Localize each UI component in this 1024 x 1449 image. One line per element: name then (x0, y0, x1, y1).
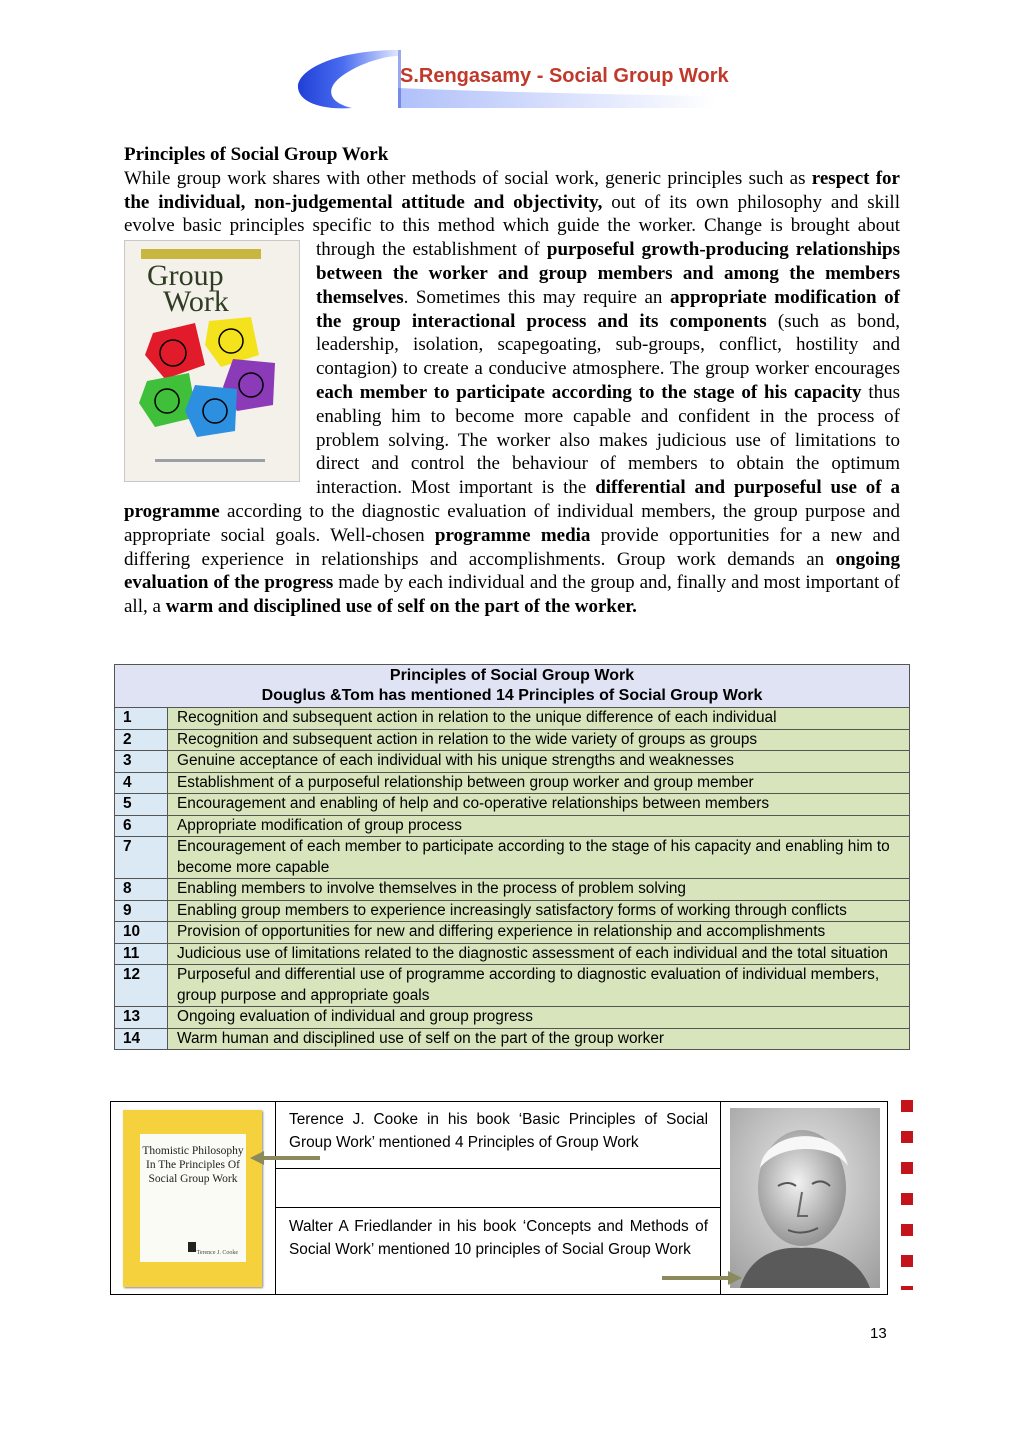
para-bold: respect for the individual, non-judgemental attitude and objectivity, (124, 167, 900, 213)
row-text: Encouragement and enabling of help and co-operative relationships between members (168, 794, 910, 816)
para-text: While group work shares with other methods of social work, generic principles such as (124, 167, 812, 189)
principles-table-body (115, 708, 910, 1050)
para-bold: purposeful growth-producing relationships between the worker and group members and among the members themselves (316, 239, 900, 308)
red-dash-icon (901, 1100, 913, 1112)
row-text: Judicious use of limitations related to the diagnostic assessment of each individual and the total situation (168, 943, 910, 965)
row-text: Ongoing evaluation of individual and group progress (168, 1007, 910, 1029)
red-dash-icon (901, 1162, 913, 1174)
para-bold: appropriate modification of the group interactional process and its components (316, 286, 900, 332)
empty-row (276, 1168, 720, 1208)
table-row (115, 1007, 910, 1029)
para-text: (such as bond, leadership, isolation, scapegoating, sub-groups, conflict, hostility and contagion) to create a conducive atmosphere. The group worker encourages (316, 310, 900, 380)
row-number: 4 (115, 772, 168, 794)
book-cover-illustration (125, 241, 299, 481)
intro-paragraph (124, 167, 900, 619)
table-row (115, 729, 910, 751)
row-number: 14 (115, 1028, 168, 1050)
section-title: Principles of Social Group Work (124, 144, 389, 165)
table-row (115, 879, 910, 901)
red-dash-icon (901, 1131, 913, 1143)
thomistic-book-label (140, 1134, 246, 1262)
row-text: Encouragement of each member to participate according to the stage of his capacity and enabling him to become more capable (168, 837, 910, 879)
row-number: 7 (115, 837, 168, 879)
para-text: . Sometimes this may require an (403, 286, 670, 308)
table-row (115, 965, 910, 1007)
row-number: 6 (115, 815, 168, 837)
table-row (115, 815, 910, 837)
row-number: 2 (115, 729, 168, 751)
portrait-photo (730, 1108, 880, 1288)
thomistic-book-title: Thomistic Philosophy In The Principles Of Social Group Work (142, 1145, 244, 1185)
page-header (296, 48, 729, 112)
para-bold: programme media (434, 524, 591, 546)
cooke-note: Terence J. Cooke in his book ‘Basic Principles of Social Group Work’ mentioned 4 Principles of Group Work (289, 1111, 708, 1151)
authors-text-cell (276, 1102, 721, 1294)
row-number: 10 (115, 922, 168, 944)
row-number: 8 (115, 879, 168, 901)
red-dash-icon (901, 1224, 913, 1236)
group-work-book-cover (124, 240, 300, 482)
para-text: according to the diagnostic evaluation of individual members, the group purpose and appropriate social goals. Well-chosen (124, 500, 900, 546)
row-number: 11 (115, 943, 168, 965)
book-cover-title-line1: Group (147, 259, 224, 293)
row-number: 9 (115, 900, 168, 922)
row-number: 12 (115, 965, 168, 1007)
thomistic-book-author: Terence J. Cooke (196, 1250, 238, 1256)
book-mark-icon (188, 1242, 196, 1252)
header-title: S.Rengasamy - Social Group Work (400, 65, 729, 87)
row-text: Appropriate modification of group process (168, 815, 910, 837)
row-text: Provision of opportunities for new and differing experience in relationship and accomplishments (168, 922, 910, 944)
table-row (115, 1028, 910, 1050)
para-text: thus enabling him to become more capable and confident in the process of problem solving. The worker also makes judicious use of limitations to direct and control the behaviour of members to obtain the optimum interaction. Most important is the (316, 381, 900, 499)
row-text: Recognition and subsequent action in relation to the unique difference of each individual (168, 708, 910, 730)
table-title (115, 665, 910, 708)
para-text: out of its own philosophy and skill evolve basic principles specific to this method which guide the worker. Change is brought about through the establishment of (124, 191, 900, 261)
main-content (124, 143, 900, 619)
table-row (115, 751, 910, 773)
table-row (115, 708, 910, 730)
arrow-left-icon (250, 1150, 322, 1166)
table-subtitle-text: Douglus &Tom has mentioned 14 Principles of Social Group Work (261, 687, 763, 704)
red-dash-icon (901, 1286, 913, 1290)
row-text: Purposeful and differential use of programme according to diagnostic evaluation of individual members, group purpose and appropriate goals (168, 965, 910, 1007)
row-text: Enabling members to involve themselves in the process of problem solving (168, 879, 910, 901)
row-number: 13 (115, 1007, 168, 1029)
row-number: 5 (115, 794, 168, 816)
para-bold: differential and purposeful use of a programme (124, 477, 900, 522)
table-row (115, 922, 910, 944)
row-text: Enabling group members to experience increasingly satisfactory forms of working through conflicts (168, 900, 910, 922)
row-text: Recognition and subsequent action in relation to the wide variety of groups as groups (168, 729, 910, 751)
book-cover-title-line2: Work (163, 285, 229, 319)
red-dash-icon (901, 1255, 913, 1267)
page-number: 13 (870, 1325, 887, 1342)
principles-table (114, 664, 910, 1050)
table-row (115, 943, 910, 965)
para-bold: each member to participate according to the stage of his capacity (316, 381, 862, 403)
para-bold: warm and disciplined use of self on the part of the worker. (165, 596, 637, 618)
para-text: made by each individual and the group and, finally and most important of all, a (124, 572, 900, 618)
friedlander-photo-cell (722, 1102, 887, 1294)
friedlander-note: Walter A Friedlander in his book ‘Concepts and Methods of Social Work’ mentioned 10 principles of Social Group Work (289, 1218, 708, 1258)
thomistic-book-cover (123, 1110, 262, 1287)
row-text: Establishment of a purposeful relationship between group worker and group member (168, 772, 910, 794)
para-text: provide opportunities for a new and differing experience in relationships and accomplishments. Group work demands an (124, 524, 900, 570)
table-row (115, 794, 910, 816)
decorative-red-dashes (901, 1100, 915, 1309)
authors-info-box (110, 1101, 888, 1295)
row-number: 3 (115, 751, 168, 773)
para-bold: ongoing evaluation of the progress (124, 548, 900, 594)
table-row (115, 837, 910, 879)
row-number: 1 (115, 708, 168, 730)
arrow-right-icon (662, 1270, 742, 1286)
red-dash-icon (901, 1193, 913, 1205)
row-text: Warm human and disciplined use of self on the part of the group worker (168, 1028, 910, 1050)
row-text: Genuine acceptance of each individual with his unique strengths and weaknesses (168, 751, 910, 773)
table-row (115, 772, 910, 794)
table-row (115, 900, 910, 922)
thomistic-book-cell (111, 1102, 276, 1294)
table-header-row (115, 665, 910, 708)
table-title-text: Principles of Social Group Work (389, 667, 635, 684)
